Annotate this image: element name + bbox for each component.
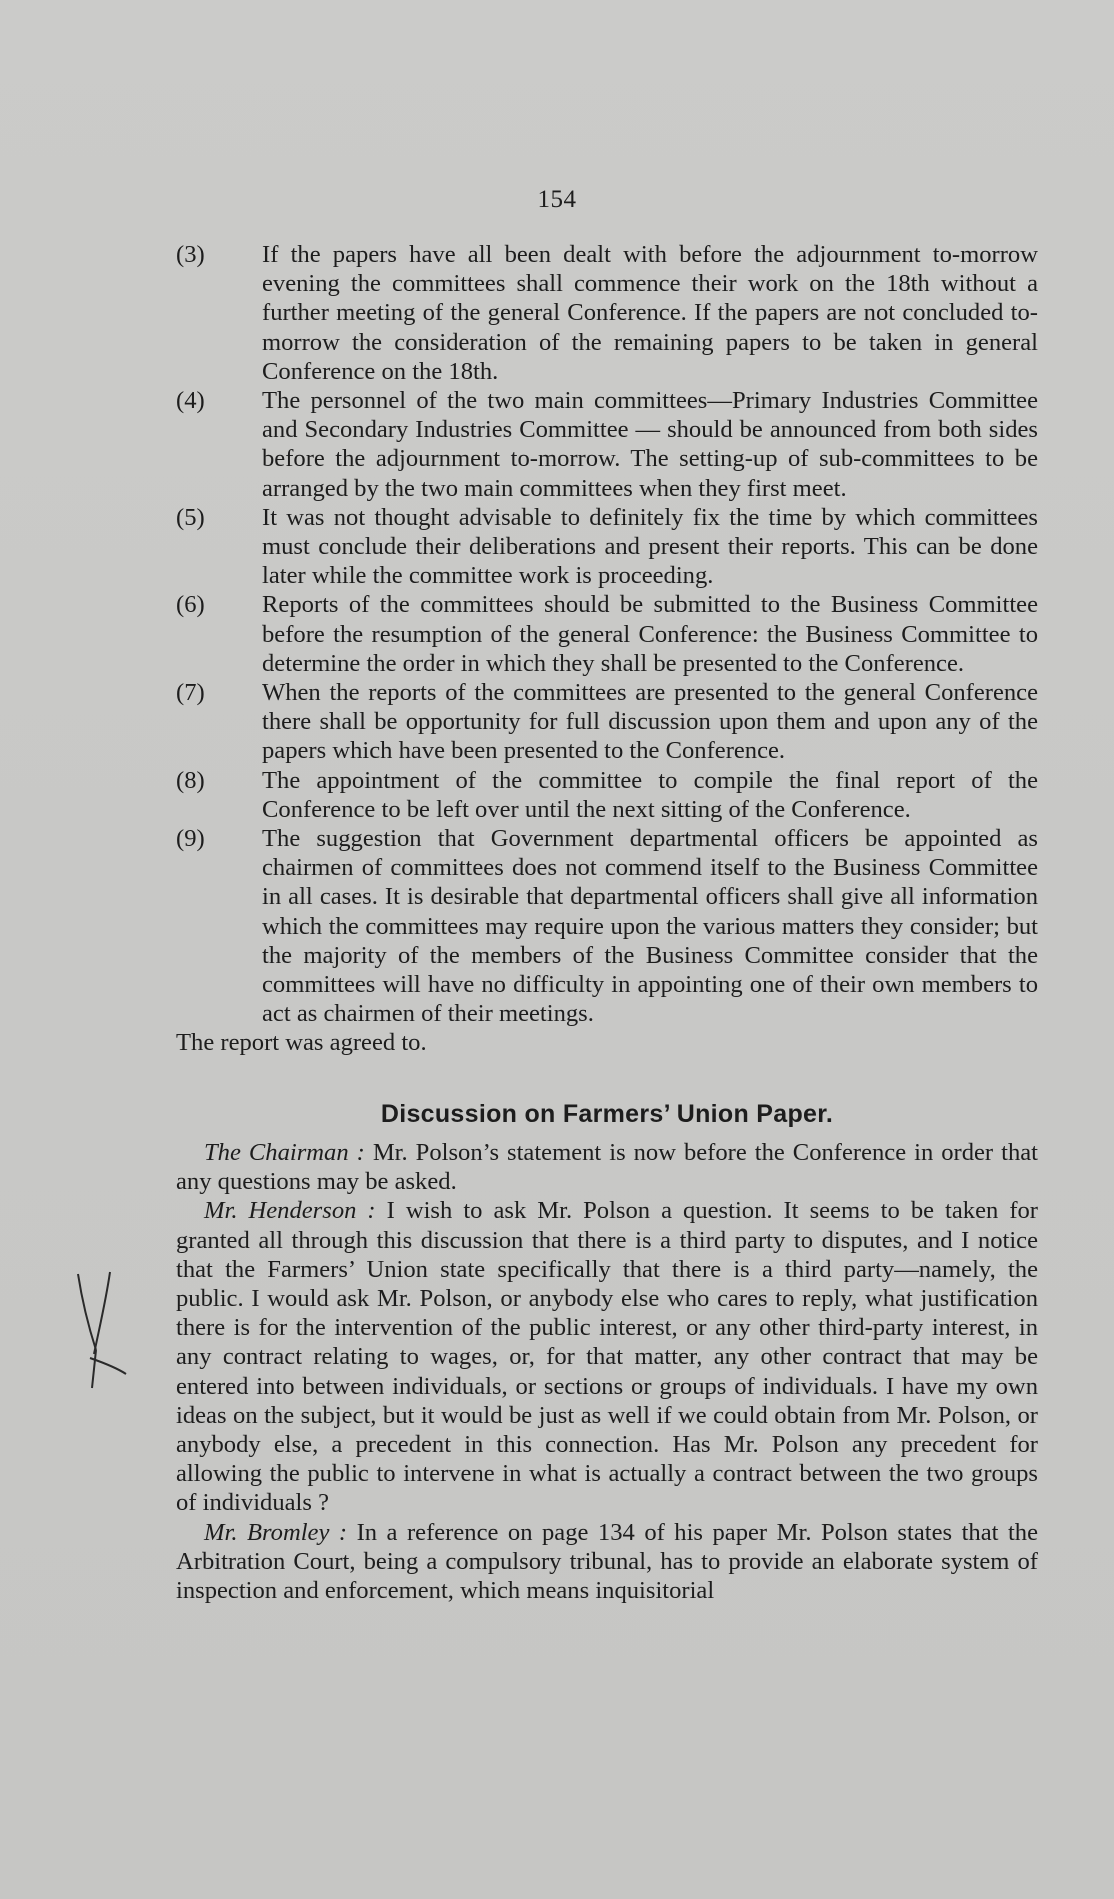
item-text: The appointment of the committee to compile the final report of the Conference to be left over until the next sitting of the Conference. — [262, 766, 1038, 823]
list-item — [176, 590, 1038, 678]
speech-text: Mr. Polson’s statement is now before the Conference in order that any questions may be asked. — [176, 1138, 1038, 1196]
speaker-name: Mr. Bromley : — [204, 1518, 348, 1546]
section-heading: Discussion on Farmers’ Union Paper. — [380, 1099, 834, 1128]
item-number: (5) — [176, 503, 205, 531]
item-text: The suggestion that Government departmental officers be appointed as chairmen of committees does not commend itself to the Business Committee in all cases. It is desirable that departmental officers shall give all information which the committees may require upon the various matters they consider; but the majority of the members of the Business Committee consider that the committees will have no difficulty in appointing one of their own members to act as chairmen of their meetings. — [262, 825, 1038, 1028]
item-number: (9) — [176, 825, 205, 853]
speech-paragraph — [176, 1138, 1038, 1196]
page-content — [176, 240, 1038, 1605]
speech-paragraph — [176, 1518, 1038, 1606]
item-number: (8) — [176, 766, 205, 794]
page-number: 154 — [537, 186, 577, 213]
item-number: (3) — [176, 241, 205, 268]
speech-text: I wish to ask Mr. Polson a question. It seems to be taken for granted all through this discussion that there is a third party to disputes, and I notice that the Farmers’ Union state specifically that there is a third party—namely, the public. I would ask Mr. Polson, or anybody else who cares to reply, what justification there is for the intervention of the public interest, or any other third-party interest, in any contract relating to wages, or, for that matter, any other contract that may be entered into between individuals, or sections or groups of individuals. I have my own ideas on the subject, but it would be just as well if we could obtain from Mr. Polson, or anybody else, a precedent in this connection. Has Mr. Polson any precedent for allowing the public to intervene in what is actually a contract between the two groups of individuals ? — [176, 1197, 1039, 1517]
report-agreed-line: The report was agreed to. — [176, 1029, 427, 1057]
list-item — [176, 766, 1038, 824]
list-item — [176, 824, 1038, 1028]
speech-text: In a reference on page 134 of his paper Mr. Polson states that the Arbitration Court, being a compulsory tribunal, has to provide an elaborate system of inspection and enforcement, which means inquisitorial — [176, 1518, 1038, 1604]
list-item — [176, 678, 1038, 766]
item-number: (4) — [176, 387, 205, 415]
item-text: The personnel of the two main committees—Primary Industries Committee and Secondary Industries Committee — should be announced from both sides before the adjournment to-morrow. The setting-up of sub-committees to be arranged by the two main committees when they first meet. — [262, 387, 1038, 502]
speaker-name: Mr. Henderson : — [204, 1197, 376, 1225]
item-text: When the reports of the committees are presented to the general Conference there shall be opportunity for full discussion upon them and upon any of the papers which have been presented to the Conference. — [262, 679, 1038, 765]
handwritten-margin-mark-icon — [70, 1270, 130, 1410]
speaker-name: The Chairman : — [204, 1138, 365, 1166]
speech-paragraph — [176, 1196, 1038, 1517]
list-item — [176, 240, 1038, 386]
item-text: If the papers have all been dealt with before the adjournment to-morrow evening the committees shall commence their work on the 18th without a further meeting of the general Conference. If the papers are not concluded to-morrow the consideration of the remaining papers to be taken in general Conference on the 18th. — [262, 241, 1038, 385]
item-number: (6) — [176, 591, 205, 619]
list-item — [176, 386, 1038, 503]
item-number: (7) — [176, 679, 205, 707]
item-text: Reports of the committees should be submitted to the Business Committee before the resumption of the general Conference: the Business Committee to determine the order in which they shall be presented to the Conference. — [262, 591, 1038, 677]
item-text: It was not thought advisable to definitely fix the time by which committees must conclude their deliberations and present their reports. This can be done later while the committee work is proceeding. — [262, 503, 1038, 590]
list-item — [176, 503, 1038, 591]
